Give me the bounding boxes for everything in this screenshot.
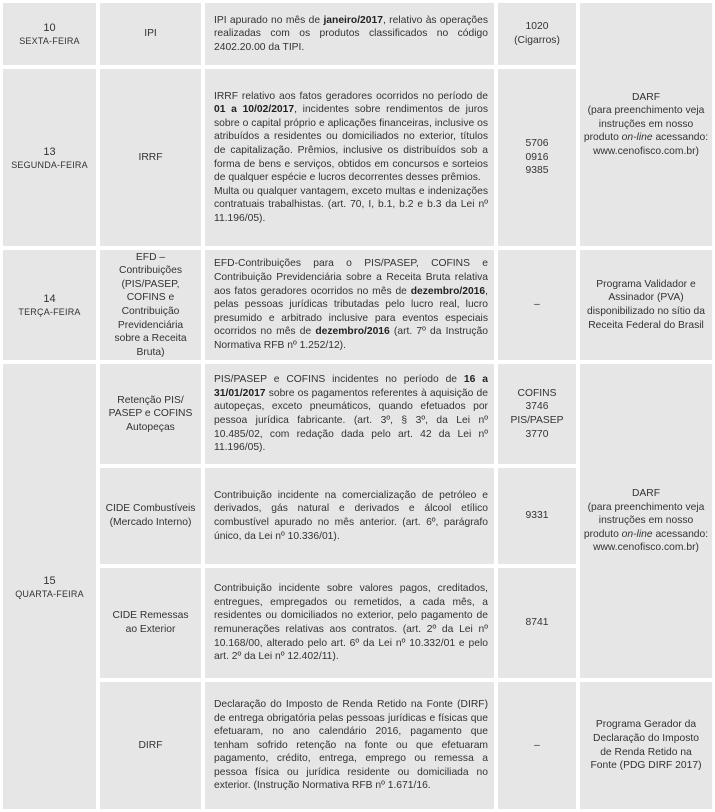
tax-name-cell xyxy=(100,250,201,360)
tax-name: Retenção PIS/ PASEP e COFINS Autopeças xyxy=(108,394,193,433)
darf-code: 3770 xyxy=(525,428,549,440)
description-cell xyxy=(205,364,494,464)
darf-code: 0916 xyxy=(525,151,549,163)
day-number: 13 xyxy=(43,145,56,158)
description-cell xyxy=(205,3,494,65)
tax-name: CIDE Remessas ao Exterior xyxy=(112,610,189,635)
tax-name-cell xyxy=(100,682,201,809)
form-cell-darf xyxy=(580,3,712,246)
darf-code: 8741 xyxy=(525,617,549,629)
darf-code: – xyxy=(534,299,540,311)
form-instructions: (para preenchimento veja instruções em nosso produto on-line acessando: www.cenofisco.com.br) xyxy=(583,105,709,157)
description-text: Contribuição incidente na comercialização de petróleo e derivados, gás natural e derivados e álcool etílico combustível apurado no mês anterior. (art. 6º, parágrafo único, da Lei nº 10.336/01). xyxy=(214,489,488,542)
darf-code: – xyxy=(534,739,540,751)
darf-code-cell xyxy=(498,250,576,360)
tax-name: CIDE Combustíveis (Mercado Interno) xyxy=(105,503,196,528)
darf-code: 3746 xyxy=(525,401,549,413)
darf-code-note: (Cigarros) xyxy=(514,35,560,46)
weekday-name: SEXTA-FEIRA xyxy=(19,36,80,46)
form-cell-pva xyxy=(580,250,712,360)
darf-code-cell xyxy=(498,364,576,464)
darf-code: 5706 xyxy=(525,138,549,150)
tax-name-cell xyxy=(100,568,201,678)
tax-name: EFD – Contribuições (PIS/PASEP, COFINS e Contribuição Previdenciária sobre a Receita Bruta) xyxy=(114,251,187,358)
darf-code: 1020 xyxy=(525,21,549,33)
description-text: IPI apurado no mês de janeiro/2017, relativo às operações realizadas com os produtos classificados no código 2402.20.00 da TIPI. xyxy=(214,14,488,53)
day-cell-15 xyxy=(3,364,96,809)
tax-name-cell xyxy=(100,364,201,464)
tax-name: DIRF xyxy=(138,739,163,751)
darf-code-label: COFINS xyxy=(517,387,557,399)
weekday-name: SEGUNDA-FEIRA xyxy=(11,159,88,170)
day-cell-14 xyxy=(3,250,96,360)
day-number: 15 xyxy=(43,574,56,587)
day-cell-13 xyxy=(3,69,96,246)
darf-code-cell xyxy=(498,568,576,678)
description-cell xyxy=(205,682,494,809)
day-number: 14 xyxy=(43,293,56,305)
darf-code-cell xyxy=(498,682,576,809)
description-text: IRRF relativo aos fatos geradores ocorridos no período de 01 a 10/02/2017, incidentes sobre rendimentos de juros sobre o capital próprio e aplicações financeiras, inclusive os atribuídos a residentes ou domiciliados no exterior, títulos de capitalização. Prêmios, inclusive os distribuídos sob a forma de bens e serviços, obtidos em concursos e sorteios de qualquer espécie e lucros decorrentes desses prêmios. Multa ou qualquer vantagem, exceto multas e indenizações contratuais trabalhistas. (art. 70, I, b.1, b.2 e b.3 da Lei nº 11.196/05). xyxy=(214,90,488,224)
form-title: DARF xyxy=(631,488,661,500)
form-program: Programa Validador e Assinador (PVA) disponibilizado no sítio da Receita Federal do Brasil xyxy=(587,278,705,331)
darf-code: 9331 xyxy=(525,510,549,522)
description-cell xyxy=(205,468,494,564)
description-cell xyxy=(205,568,494,678)
form-cell-darf xyxy=(580,364,712,678)
day-cell-10 xyxy=(3,3,96,65)
weekday-name: QUARTA-FEIRA xyxy=(15,588,84,599)
darf-code: 9385 xyxy=(525,165,549,177)
darf-code-cell xyxy=(498,3,576,65)
description-text: Contribuição incidente sobre valores pagos, creditados, entregues, empregados ou remetidos, a cada mês, a residentes ou domiciliados no exterior, pelo pagamento de remunerações relativas aos contratos. (art. 2º da Lei nº 10.168/00, alterado pelo art. 6º da Lei nº 10.332/01 e pelo art. 2º da Lei nº 12.402/11). xyxy=(214,583,488,663)
day-number: 10 xyxy=(43,22,56,34)
description-text: PIS/PASEP e COFINS incidentes no período de 16 a 31/01/2017 sobre os pagamentos referentes à aquisição de autopeças, exceto pneumáticos, quando efetuados por pessoa jurídica fabricante. (art. 3º, § 3º, da Lei nº 10.485/02, com redação dada pelo art. 42 da Lei nº 11.196/05). xyxy=(214,374,488,454)
description-text: EFD-Contribuições para o PIS/PASEP, COFINS e Contribuição Previdenciária sobre a Receita Bruta relativa aos fatos geradores ocorridos no mês de dezembro/2016, pelas pessoas jurídicas tributadas pelo lucro real, lucro presumido e arbitrado inclusive para eventos especiais ocorridos no mês de dezembro/2016 (art. 7º da Instrução Normativa RFB nº 1.252/12). xyxy=(214,258,489,351)
weekday-name: TERÇA-FEIRA xyxy=(18,307,81,317)
tax-name: IRRF xyxy=(138,151,163,163)
form-instructions: (para preenchimento veja instruções em nosso produto on-line acessando: www.cenofisco.com.br) xyxy=(583,501,709,554)
tax-name: IPI xyxy=(144,28,157,40)
description-cell xyxy=(205,250,494,360)
tax-name-cell xyxy=(100,468,201,564)
form-title: DARF xyxy=(631,91,661,103)
darf-code-cell xyxy=(498,468,576,564)
tax-name-cell xyxy=(100,69,201,246)
form-cell-pgd xyxy=(580,682,712,809)
description-cell xyxy=(205,69,494,246)
description-text: Declaração do Imposto de Renda Retido na Fonte (DIRF) de entrega obrigatória pelas pessoas jurídicas e físicas que efetuaram, no ano calendário 2016, pagamento que tenham sofrido retenção na fonte ou que efetuaram pagamento, crédito, entrega, emprego ou remessa a pessoa física ou jurídica residente ou domiciliada no exterior. (Instrução Normativa RFB nº 1.671/16. xyxy=(214,698,488,792)
tax-name-cell xyxy=(100,3,201,65)
darf-code-label: PIS/PASEP xyxy=(510,415,564,426)
form-program: Programa Gerador da Declaração do Imposto de Renda Retido na Fonte (PDG DIRF 2017) xyxy=(590,719,702,772)
darf-code-cell xyxy=(498,69,576,246)
